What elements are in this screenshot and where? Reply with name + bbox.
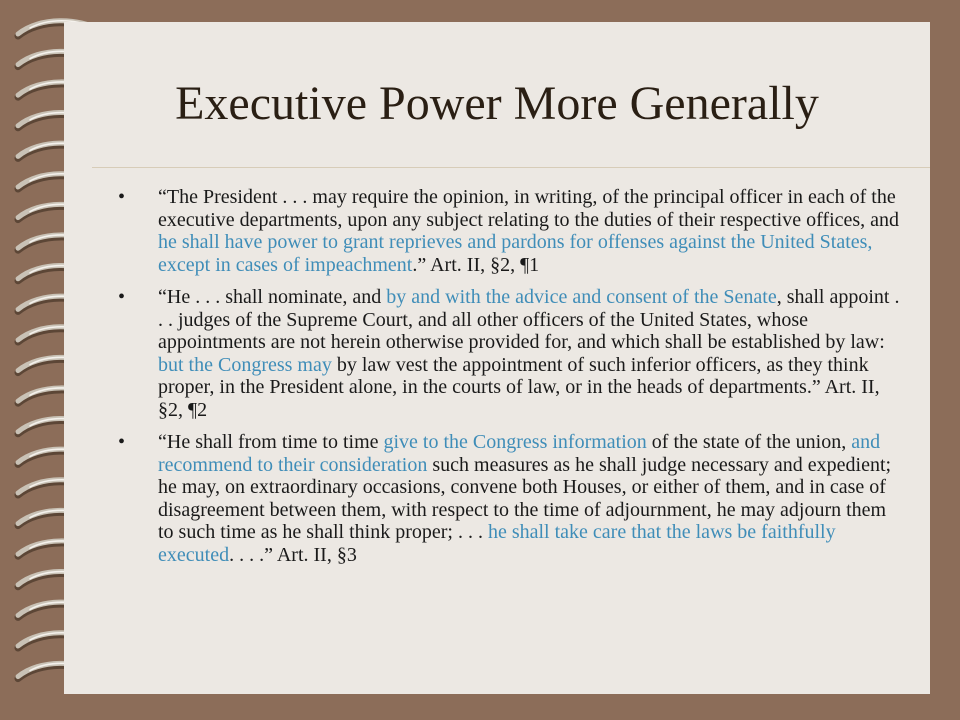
highlighted-phrase: but the Congress may [158, 353, 332, 376]
quote-segment: “He shall from time to time [158, 431, 384, 453]
highlighted-phrase: he shall take care that the laws be faithfully executed [158, 521, 836, 566]
quote-segment: “The President . . . may require the opinion, in writing, of the principal officer in each of the executive departments, upon any subject relating to the duties of their respective offices, and [158, 186, 900, 231]
bullet-item-2 [118, 286, 900, 421]
quote-text-3 [158, 431, 891, 566]
title-divider [92, 167, 930, 168]
quote-text-2 [158, 286, 899, 421]
highlighted-phrase: give to the Congress information [383, 431, 647, 453]
citation: . . . .” Art. II, §3 [229, 543, 357, 566]
slide-page [64, 22, 930, 694]
quote-segment: “He . . . shall nominate, and [158, 286, 387, 308]
quote-segment: such measures as he shall judge necessary and expedient; he may, on extraordinary occasions, convene both Houses, or either of them, and in case of disagreement between them, with respect to the time of adjournment, he may adjourn them to such time as he shall think proper; . . . [158, 453, 892, 543]
bullet-dot: • [118, 186, 126, 208]
bullet-item-3 [118, 431, 900, 566]
quote-segment: , shall appoint . . . judges of the Supreme Court, and all other officers of the United States, whose appointments are not herein otherwise provided for, and which shall be established by law: [158, 286, 900, 353]
quote-text-1 [158, 186, 899, 276]
bullet-item-1 [118, 186, 900, 276]
bullet-list [118, 186, 900, 576]
bullet-dot: • [118, 431, 126, 453]
slide-title: Executive Power More Generally [175, 77, 819, 130]
citation: .” Art. II, §2, ¶1 [412, 253, 540, 276]
citation: by law vest the appointment of such inferior officers, as they think proper, in the President alone, in the courts of law, or in the heads of departments.” Art. II, §2, ¶2 [158, 353, 880, 421]
highlighted-phrase: and recommend to their consideration [158, 431, 881, 476]
bullet-dot: • [118, 286, 126, 308]
highlighted-phrase: by and with the advice and consent of the Senate [386, 286, 777, 308]
quote-segment: of the state of the union, [646, 431, 852, 453]
highlighted-phrase: he shall have power to grant reprieves and pardons for offenses against the United States, except in cases of impeachment [158, 231, 873, 276]
